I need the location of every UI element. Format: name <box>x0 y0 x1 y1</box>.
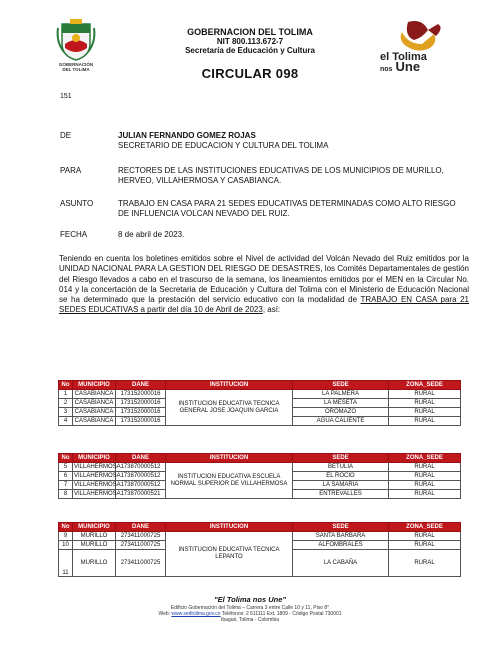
cell-zona: RURAL <box>389 390 461 399</box>
cell-zona: RURAL <box>389 481 461 490</box>
cell-no: 1 <box>59 390 73 399</box>
column-header: INSTITUCION <box>166 381 293 390</box>
column-header: MUNICIPIO <box>73 523 116 532</box>
cell-sede: SANTA BARBARA <box>293 532 389 541</box>
logo-line-1: el Tolima <box>380 51 427 63</box>
column-header: No <box>59 523 73 532</box>
cell-no: 3 <box>59 408 73 417</box>
cell-institucion: INSTITUCION EDUCATIVA TECNICA LEPANTO <box>166 532 293 577</box>
cell-sede: ALFOMBRALES <box>293 541 389 550</box>
table-row <box>59 463 461 472</box>
cell-sede: OROMAZO <box>293 408 389 417</box>
table-row <box>59 390 461 399</box>
cell-no: 10 <box>59 541 73 550</box>
cell-no: 8 <box>59 490 73 499</box>
cell-municipio: VILLAHERMOSA <box>74 482 121 488</box>
footer-city: Ibagué, Tolima - Colombia <box>221 617 279 623</box>
cell-municipio: MURILLO <box>73 550 116 577</box>
body-paragraph <box>59 254 469 316</box>
sedes-table-3 <box>58 522 461 577</box>
cell-dane: 173152000016 <box>116 408 166 417</box>
cell-no: 4 <box>59 417 73 426</box>
column-header: No <box>59 381 73 390</box>
fecha-label: FECHA <box>60 230 88 239</box>
column-header: DANE <box>116 454 166 463</box>
cell-sede: EL ROCIO <box>293 472 389 481</box>
cell-municipio: VILLAHERMOSA <box>74 473 121 479</box>
cell-municipio: CASABIANCA <box>73 408 116 417</box>
body-underlined: TRABAJO EN CASA para 21 SEDES EDUCATIVAS a partir del día 10 de Abril de 2023 <box>59 295 470 315</box>
cell-institucion: INSTITUCION EDUCATIVA TECNICA GENERAL JOSE JOAQUIN GARCIA <box>166 390 293 426</box>
cell-sede: LA CABAÑA <box>293 550 389 577</box>
table-header-row <box>59 523 461 532</box>
cell-municipio: MURILLO <box>73 532 116 541</box>
sedes-table-2 <box>58 453 461 499</box>
cell-no: 9 <box>59 532 73 541</box>
cell-zona: RURAL <box>389 472 461 481</box>
gobernacion-crest-icon <box>56 18 96 62</box>
cell-no: 5 <box>59 463 73 472</box>
cell-sede: LA MESETA <box>293 399 389 408</box>
cell-sede: BETULIA <box>293 463 389 472</box>
cell-dane: 173152000016 <box>116 399 166 408</box>
column-header: SEDE <box>293 381 389 390</box>
cell-dane: 173152000016 <box>116 417 166 426</box>
cell-no: 7 <box>59 481 73 490</box>
cell-zona: RURAL <box>389 463 461 472</box>
cell-sede: LA PALMERA <box>293 390 389 399</box>
cell-dane: 173870000512 <box>116 463 166 472</box>
cell-municipio: VILLAHERMOSA <box>74 491 121 497</box>
column-header: SEDE <box>293 523 389 532</box>
cell-dane: 173152000016 <box>116 390 166 399</box>
circular-number: CIRCULAR 098 <box>201 66 299 81</box>
cell-no: 11 <box>59 550 73 577</box>
logo-line-3: Une <box>395 59 421 74</box>
cell-no: 2 <box>59 399 73 408</box>
crest-label: GOBERNACIÓN DEL TOLIMA <box>58 62 94 72</box>
de-value <box>118 131 463 151</box>
cell-dane: 273411000725 <box>116 550 166 577</box>
body-text-end: , así: <box>262 305 281 315</box>
table-row <box>59 532 461 541</box>
cell-municipio: VILLAHERMOSA <box>74 464 121 470</box>
cell-no: 6 <box>59 472 73 481</box>
logo-line-2 <box>380 59 427 75</box>
cell-municipio: CASABIANCA <box>73 399 116 408</box>
folio-number: 151 <box>60 93 72 100</box>
cell-sede: ENTREVALLES <box>293 490 389 499</box>
fecha-value: 8 de abril de 2023. <box>118 230 185 239</box>
de-label: DE <box>60 131 72 140</box>
column-header: INSTITUCION <box>166 523 293 532</box>
logo-text <box>380 52 427 75</box>
cell-municipio: CASABIANCA <box>73 390 116 399</box>
cell-zona: RURAL <box>389 550 461 577</box>
de-name: JULIAN FERNANDO GOMEZ ROJAS <box>118 131 256 140</box>
cell-municipio: MURILLO <box>73 541 116 550</box>
footer-slogan: "El Tolima nos Une" <box>214 595 286 604</box>
header-secretaria: Secretaría de Educación y Cultura <box>185 46 315 55</box>
asunto-value: TRABAJO EN CASA PARA 21 SEDES EDUCATIVAS DETERMINADAS COMO ALTO RIESGO DE INFLUENCIA VOLCAN NEVADO DEL RUIZ. <box>118 199 456 218</box>
column-header: MUNICIPIO <box>73 381 116 390</box>
para-label: PARA <box>60 166 82 175</box>
table-header-row <box>59 381 461 390</box>
header-nit: NIT 800.113.672-7 <box>216 37 284 46</box>
sedes-table-1 <box>58 380 461 426</box>
asunto-label: ASUNTO <box>60 199 94 208</box>
column-header: ZONA_SEDE <box>389 454 461 463</box>
cell-zona: RURAL <box>389 532 461 541</box>
footer-web-label: Web: <box>158 611 172 617</box>
cell-zona: RURAL <box>389 490 461 499</box>
body-text: Teniendo en cuenta los boletines emitidos sobre el Nivel de actividad del Volcán Nevado del Ruiz emitidos por la UNIDAD NACIONAL PARA LA GESTION DEL RIESGO DE DESASTRES, los Comités Departamentales de gestión del Riesgo llevados a cabo en el trascurso de la semana, los lineamientos emitidos por el MEN en la Circular No. 014 y la concertación de la Secretaria de Educación y Cultura del Tolima con el Ministerio de Educación Nacional se ha determinado que la prestación del servicio educativo con la modalidad de <box>59 254 469 305</box>
cell-municipio: CASABIANCA <box>73 417 116 426</box>
footer-web-link[interactable]: www.sedtolima.gov.co <box>171 611 221 617</box>
column-header: ZONA_SEDE <box>389 381 461 390</box>
table-header-row <box>59 454 461 463</box>
cell-dane: 273411000725 <box>116 532 166 541</box>
column-header: DANE <box>116 523 166 532</box>
footer-phones: Teléfonos: 2 611111 Ext. 1809 - Código Postal 730001 <box>220 611 342 617</box>
column-header: SEDE <box>293 454 389 463</box>
footer-address: Edificio Gobernación del Tolima – Carrera 3 entre Calle 10 y 11, Piso 8° <box>170 605 330 611</box>
header-org-name: GOBERNACION DEL TOLIMA <box>187 27 313 37</box>
cell-zona: RURAL <box>389 541 461 550</box>
cell-dane: 273411000725 <box>116 541 166 550</box>
cell-sede: LA SAMARIA <box>293 481 389 490</box>
logo-line-2a: nos <box>380 66 393 73</box>
cell-zona: RURAL <box>389 399 461 408</box>
cell-dane: 173870000521 <box>116 490 166 499</box>
cell-dane: 173870000512 <box>116 472 166 481</box>
cell-zona: RURAL <box>389 408 461 417</box>
column-header: DANE <box>116 381 166 390</box>
para-value: RECTORES DE LAS INSTITUCIONES EDUCATIVAS DE LOS MUNICIPIOS DE MURILLO, HERVEO, VILLAHERMOSA Y CASABIANCA. <box>118 166 444 185</box>
column-header: MUNICIPIO <box>73 454 116 463</box>
de-title: SECRETARIO DE EDUCACION Y CULTURA DEL TOLIMA <box>118 141 329 150</box>
cell-zona: RURAL <box>389 417 461 426</box>
column-header: No <box>59 454 73 463</box>
cell-institucion: INSTITUCION EDUCATIVA ESCUELA NORMAL SUPERIOR DE VILLAHERMOSA <box>166 463 293 499</box>
column-header: INSTITUCION <box>166 454 293 463</box>
cell-dane: 173870000512 <box>116 481 166 490</box>
column-header: ZONA_SEDE <box>389 523 461 532</box>
cell-sede: AGUA CALIENTE <box>293 417 389 426</box>
